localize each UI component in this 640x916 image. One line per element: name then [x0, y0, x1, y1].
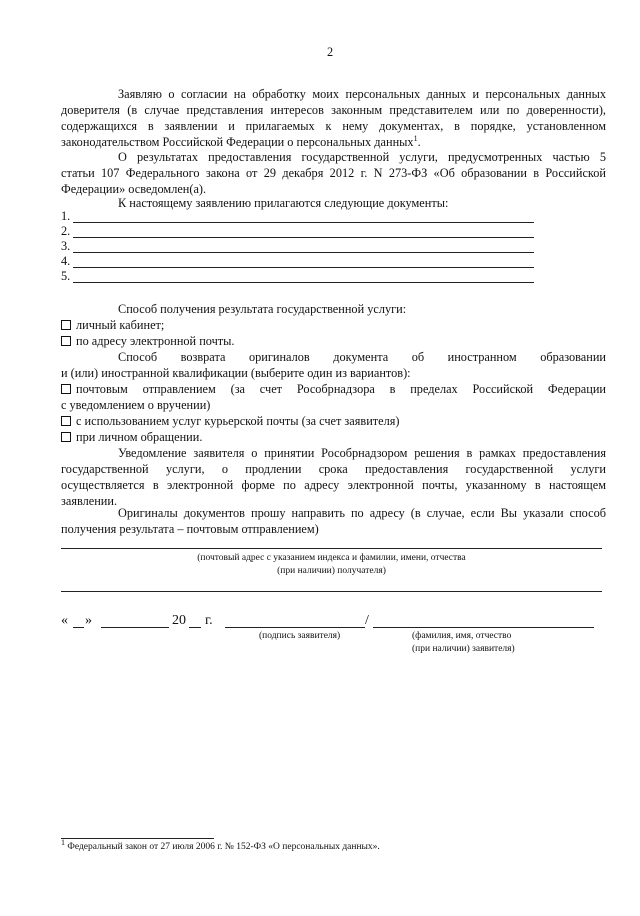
date-month-line[interactable] — [101, 627, 169, 628]
full-name-caption: (фамилия, имя, отчество (при наличии) заявителя) — [412, 631, 515, 654]
attachment-number-4: 4. — [61, 254, 71, 268]
attachment-line-2[interactable] — [73, 237, 534, 238]
option-email[interactable]: по адресу электронной почты. — [61, 333, 235, 349]
originals-paragraph: Оригиналы документов прошу направить по адресу (в случае, если Вы указали способ получения результата – почтовым отправлением) — [61, 506, 606, 536]
notification-paragraph: Уведомление заявителя о принятии Рособрнадзором решения в рамках предоставления государственной услуги, о продлении срока предоставления государственной услуги осуществляется в электронной форме по адресу электронной почты, указанному в настоящем заявлении. — [61, 446, 606, 508]
page-number: 2 — [327, 45, 334, 59]
return-method-paragraph: Способ возврата оригиналов документа об иностранном образовании и (или) иностранной квалификации (выберите один из вариантов): — [61, 350, 606, 380]
attachments-heading: К настоящему заявлению прилагаются следующие документы: — [118, 196, 449, 210]
checkbox-icon[interactable] — [61, 336, 71, 346]
signature-caption: (подпись заявителя) — [259, 631, 341, 641]
attachment-number-1: 1. — [61, 209, 71, 223]
signature-line[interactable] — [225, 627, 365, 628]
signature-slash: / — [365, 613, 369, 628]
checkbox-icon[interactable] — [61, 384, 71, 394]
footnote-separator — [61, 838, 214, 839]
postal-address-line-2[interactable] — [61, 591, 602, 592]
date-close-quote: » — [85, 613, 92, 628]
attachment-line-5[interactable] — [73, 282, 534, 283]
checkbox-icon[interactable] — [61, 320, 71, 330]
date-open-quote: « — [61, 613, 68, 628]
option-personal-cabinet[interactable]: личный кабинет; — [61, 317, 164, 333]
option-in-person[interactable]: при личном обращении. — [61, 429, 202, 445]
full-name-line[interactable] — [373, 627, 594, 628]
results-paragraph: О результатах предоставления государственной услуги, предусмотренных частью 5 статьи 107 Федерального закона от 29 декабря 2012 г. N 273-ФЗ «Об образовании в Российской Федерации» осведомлен(а). — [61, 150, 606, 196]
footnote: $^1$ Федеральный закон от 27 июля 2006 г. № 152-ФЗ «О персональных данных». — [61, 837, 380, 852]
attachment-line-3[interactable] — [73, 252, 534, 253]
date-year-prefix: 20 — [172, 613, 186, 628]
date-day-line[interactable] — [73, 627, 84, 628]
option-courier[interactable]: с использованием услуг курьерской почты (за счет заявителя) — [61, 413, 400, 429]
postal-address-line[interactable] — [61, 548, 602, 549]
attachment-line-4[interactable] — [73, 267, 534, 268]
footnote-marker: 1 — [413, 133, 418, 143]
checkbox-icon[interactable] — [61, 432, 71, 442]
attachment-line-1[interactable] — [73, 222, 534, 223]
attachment-number-5: 5. — [61, 269, 71, 283]
date-year-line[interactable] — [189, 627, 201, 628]
attachment-number-3: 3. — [61, 239, 71, 253]
option-postal[interactable]: почтовым отправлением (за счет Рособрнадзора в пределах Российской Федерации с уведомлением о вручении) — [61, 382, 606, 412]
attachment-number-2: 2. — [61, 224, 71, 238]
date-year-suffix: г. — [205, 613, 213, 628]
postal-address-caption: (почтовый адрес с указанием индекса и фамилии, имени, отчества (при наличии) получателя) — [197, 553, 466, 576]
checkbox-icon[interactable] — [61, 416, 71, 426]
consent-paragraph: Заявляю о согласии на обработку моих персональных данных и персональных данных доверителя (в случае представления интересов законным представителем или по доверенности), содержащихся в заявлении и прилагаемых к нему документах, в порядке, установленном законодательством Российской Федерации о персональных данных$^1$. — [61, 87, 606, 149]
receipt-method-heading: Способ получения результата государственной услуги: — [118, 302, 407, 316]
